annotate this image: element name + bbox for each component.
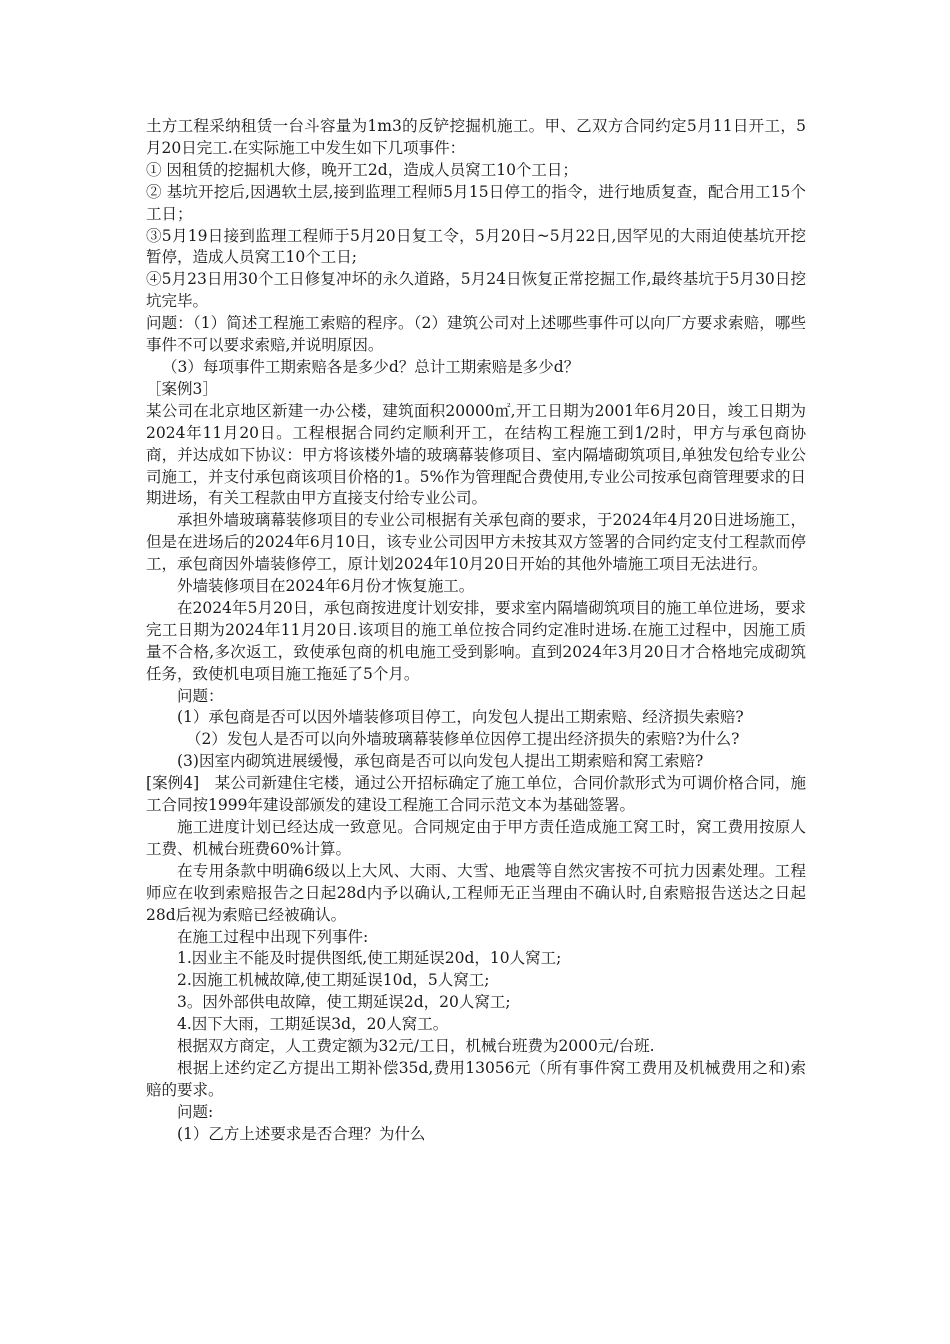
paragraph-case-4-force-majeure: 在专用条款中明确6级以上大风、大雨、大雪、地震等自然灾害按不可抗力因素处理。工程师应在收到索赔报告之日起28d内予以确认,工程师无正当理由不确认时,自索赔报告送达之日起28d后视为索赔已经被确认。 bbox=[146, 861, 806, 924]
paragraph-case-4-claim: 根据上述约定乙方提出工期补偿35d,费用13056元（所有事件窝工费用及机械费用之和)索赔的要求。 bbox=[146, 1058, 806, 1099]
case-4-event-2: 2.因施工机械故障,使工期延误10d，5人窝工; bbox=[177, 971, 490, 990]
paragraph-questions: 问题：（1）简述工程施工索赔的程序。（2）建筑公司对上述哪些事件可以向厂方要求索赔，哪些事件不可以要求索赔,并说明原因。 bbox=[146, 314, 806, 355]
case-3-heading: ［案例3］ bbox=[146, 379, 218, 398]
paragraph-event-1: ① 因租赁的挖掘机大修，晚开工2d，造成人员窝工10个工日； bbox=[146, 160, 578, 179]
paragraph-case-3-facade: 承担外墙玻璃幕装修项目的专业公司根据有关承包商的要求，于2024年4月20日进场施工，但是在进场后的2024年6月10日，该专业公司因甲方未按其双方签署的合同约定支付工程款而停工，承包商因外墙装修停工，原计划2024年10月20日开始的其他外墙施工项目无法进行。 bbox=[146, 511, 806, 574]
case-4-questions-label: 问题: bbox=[177, 1102, 214, 1121]
paragraph-event-2: ② 基坑开挖后,因遇软土层,接到监理工程师5月15日停工的指令，进行地质复查，配合用工15个工日； bbox=[146, 182, 806, 223]
paragraph-question-3: （3）每项事件工期索赔各是多少d？总计工期索赔是多少d？ bbox=[162, 357, 580, 376]
case-3-questions-label: 问题： bbox=[177, 686, 224, 705]
paragraph-case-4-rates: 根据双方商定，人工费定额为32元/工日，机械台班费为2000元/台班. bbox=[177, 1037, 655, 1056]
case-3-question-3: (3)因室内砌筑进展缓慢，承包商是否可以向发包人提出工期索赔和窝工索赔? bbox=[177, 752, 704, 771]
paragraph-case-4-schedule: 施工进度计划已经达成一致意见。合同规定由于甲方责任造成施工窝工时，窝工费用按原人工费、机械台班费60%计算。 bbox=[146, 818, 806, 858]
document-page bbox=[146, 116, 806, 1146]
paragraph-case-3-resume: 外墙装修项目在2024年6月份才恢复施工。 bbox=[177, 577, 475, 596]
paragraph-intro: 土方工程采纳租赁一台斗容量为1m3的反铲挖掘机施工。甲、乙双方合同约定5月11日开工，5月20日完工.在实际施工中发生如下几项事件： bbox=[146, 117, 806, 157]
case-3-question-2: （2）发包人是否可以向外墙玻璃幕装修单位因停工提出经济损失的索赔?为什么? bbox=[186, 730, 740, 749]
paragraph-case-4-events-intro: 在施工过程中出现下列事件: bbox=[177, 927, 369, 946]
paragraph-event-3: ③5月19日接到监理工程师于5月20日复工令，5月20日~5月22日,因罕见的大雨迫使基坑开挖暂停，造成人员窝工10个工日; bbox=[146, 226, 806, 267]
case-4-event-1: 1.因业主不能及时提供图纸,使工期延误20d，10人窝工; bbox=[177, 949, 562, 968]
paragraph-event-4: ④5月23日用30个工日修复冲坏的永久道路，5月24日恢复正常挖掘工作,最终基坑于5月30日挖坑完毕。 bbox=[146, 270, 806, 311]
case-4-question-1: (1）乙方上述要求是否合理？为什么 bbox=[177, 1124, 426, 1143]
paragraph-case-3-masonry: 在2024年5月20日，承包商按进度计划安排，要求室内隔墙砌筑项目的施工单位进场，要求完工日期为2024年11月20日.该项目的施工单位按合同约定准时进场.在施工过程中，因施工质量不合格,多次返工，致使承包商的机电施工受到影响。直到2024年3月20日才合格地完成砌筑任务，致使机电项目施工拖延了5个月。 bbox=[146, 598, 806, 683]
case-4-event-3: 3。因外部供电故障，使工期延误2d，20人窝工; bbox=[177, 993, 511, 1012]
case-3-question-1: (1）承包商是否可以因外墙装修项目停工，向发包人提出工期索赔、经济损失索赔? bbox=[177, 708, 744, 727]
paragraph-case-3-intro: 某公司在北京地区新建一办公楼，建筑面积20000㎡,开工日期为2001年6月20日，竣工日期为2024年11月20日。工程根据合同约定顺利开工，在结构工程施工到1/2时，甲方与承包商协商，并达成如下协议：甲方将该楼外墙的玻璃幕装修项目、室内隔墙砌筑项目,单独发包给专业公司施工，并支付承包商该项目价格的1。5%作为管理配合费使用,专业公司按承包商管理要求的日期进场，有关工程款由甲方直接支付给专业公司。 bbox=[146, 401, 806, 508]
case-4-event-4: 4.因下大雨，工期延误3d，20人窝工。 bbox=[177, 1015, 449, 1034]
paragraph-case-4-intro: [案例4] 某公司新建住宅楼，通过公开招标确定了施工单位，合同价款形式为可调价格合同，施工合同按1999年建设部颁发的建设工程施工合同示范文本为基础签署。 bbox=[146, 774, 806, 815]
